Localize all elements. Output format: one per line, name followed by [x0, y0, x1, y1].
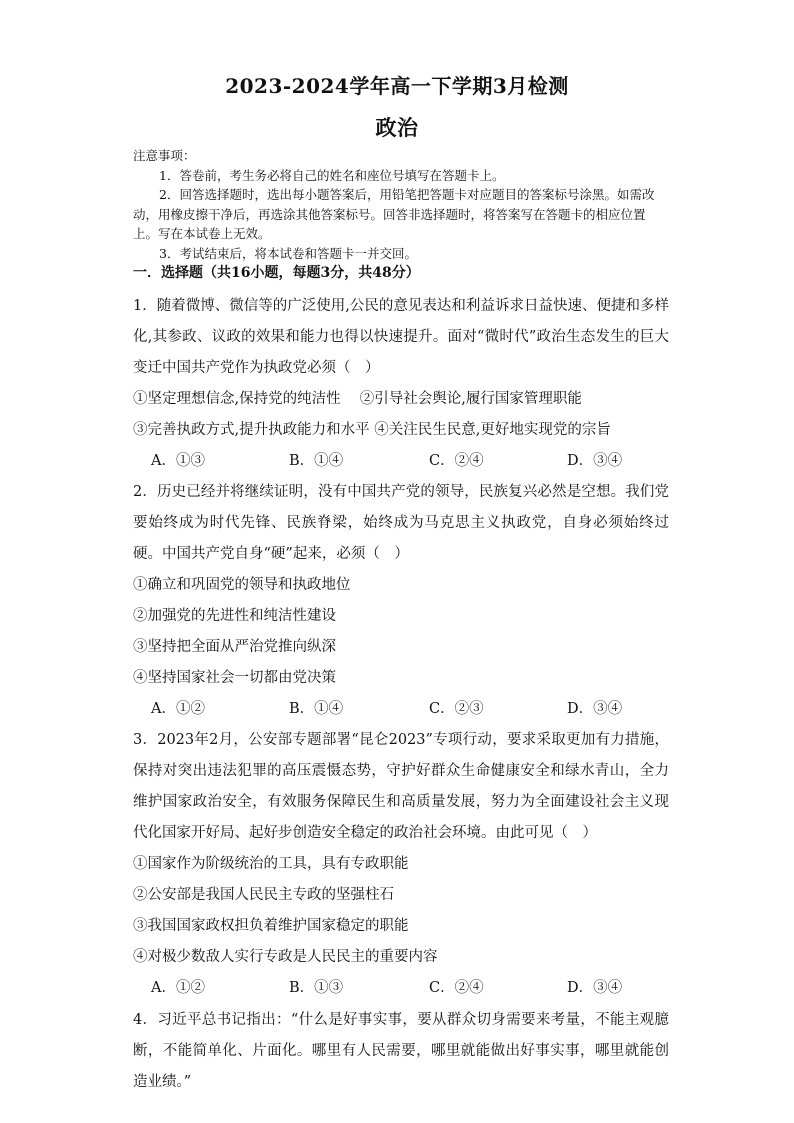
question-item: ④坚持国家社会一切都由党决策 [133, 670, 336, 686]
question-item: ③完善执政方式,提升执政能力和水平 ④关注民生民意,更好地实现党的宗旨 [133, 422, 611, 438]
question-item: ②公安部是我国人民民主专政的坚强柱石 [133, 887, 394, 903]
question-item: ④对极少数敌人实行专政是人民民主的重要内容 [133, 949, 438, 965]
question-item: ①确立和巩固党的领导和执政地位 [133, 577, 351, 593]
choice-c: C．②④ [429, 980, 484, 996]
choice-a: A．①② [151, 701, 205, 717]
section-heading: 一．选择题（共16小题，每题3分，共48分） [133, 265, 420, 281]
notice-heading: 注意事项： [133, 148, 196, 163]
question-stem: 2．历史已经并将继续证明，没有中国共产党的领导，民族复兴必然是空想。我们党要始终成为时代先锋、民族脊梁，始终成为马克思主义执政党，自身必须始终过硬。中国共产党自身“硬”起来，必须（ ） [133, 484, 669, 562]
choice-a: A．①② [151, 980, 205, 996]
notice-item-2: 2．回答选择题时，选出每小题答案后，用铅笔把答题卡对应题目的答案标号涂黑。如需改动，用橡皮擦干净后，再选涂其他答案标号。回答非选择题时，将答案写在答题卡的相应位置上。写在本试卷上无效。 [133, 187, 655, 241]
question-2 [133, 477, 669, 725]
question-stem: 3．2023年2月，公安部专题部署“昆仑2023”专项行动，要求采取更加有力措施，保持对突出违法犯罪的高压震慑态势，守护好群众生命健康安全和绿水青山，全力维护国家政治安全，有效服务保障民生和高质量发展，努力为全面建设社会主义现代化国家开好局、起好步创造安全稳定的政治社会环境。由此可见（ ） [133, 732, 669, 841]
question-item: ①国家作为阶级统治的工具，具有专政职能 [133, 856, 409, 872]
question-3 [133, 725, 669, 1004]
exam-title: 2023-2024学年高一下学期3月检测 [225, 74, 569, 98]
notice-item-1: 1．答卷前，考生务必将自己的姓名和座位号填写在答题卡上。 [159, 167, 505, 183]
choice-c: C．②③ [429, 701, 484, 717]
question-4 [133, 1005, 669, 1098]
choice-d: D．③④ [567, 701, 623, 717]
choice-c: C．②④ [429, 453, 484, 469]
notice-block [133, 146, 669, 263]
subject-title: 政治 [375, 115, 419, 140]
question-stem: 4．习近平总书记指出：“什么是好事实事，要从群众切身需要来考量，不能主观臆断，不能简单化、片面化。哪里有人民需要，哪里就能做出好事实事，哪里就能创造业绩。” [133, 1012, 669, 1090]
choice-b: B．①④ [289, 453, 344, 469]
question-item: ③我国国家政权担负着维护国家稳定的职能 [133, 918, 409, 934]
notice-item-3: 3．考试结束后，将本试卷和答题卡一并交回。 [159, 245, 417, 261]
choice-a: A．①③ [151, 453, 205, 469]
choice-b: B．①④ [289, 701, 344, 717]
choice-d: D．③④ [567, 980, 623, 996]
question-item: ②加强党的先进性和纯洁性建设 [133, 608, 336, 624]
answer-choices [133, 973, 693, 1004]
question-1 [133, 291, 669, 477]
choice-b: B．①③ [289, 980, 344, 996]
question-stem: 1．随着微博、微信等的广泛使用,公民的意见表达和利益诉求日益快速、便捷和多样化,其参政、议政的效果和能力也得以快速提升。面对“微时代”政治生态发生的巨大变迁中国共产党作为执政党必须（ ） [133, 298, 669, 376]
answer-choices [133, 694, 693, 725]
question-item: ①坚定理想信念,保持党的纯洁性 ②引导社会舆论,履行国家管理职能 [133, 391, 582, 407]
answer-choices [133, 446, 693, 477]
choice-d: D．③④ [567, 453, 623, 469]
question-item: ③坚持把全面从严治党推向纵深 [133, 639, 336, 655]
